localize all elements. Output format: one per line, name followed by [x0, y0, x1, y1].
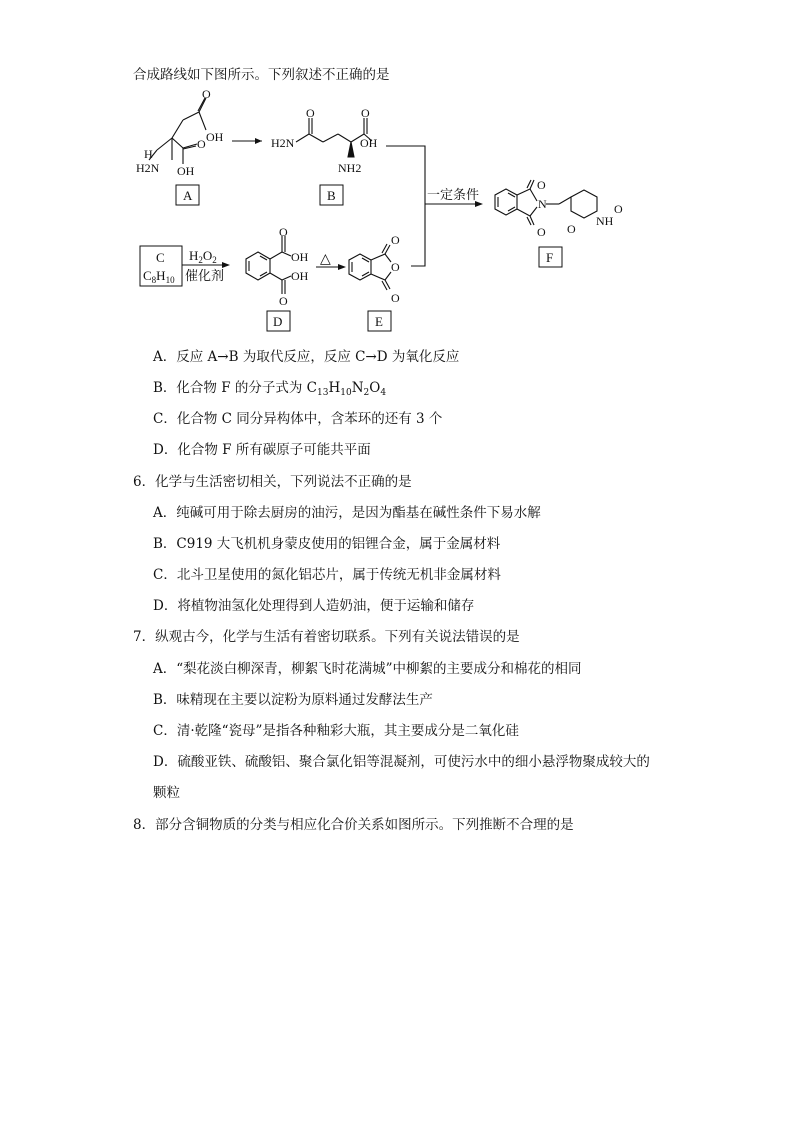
connector-e [411, 204, 425, 266]
q5-option-c: C．化合物 C 同分异构体中，含苯环的还有 3 个 [153, 411, 443, 427]
synthesis-scheme [0, 0, 794, 340]
q6-stem: 6．化学与生活密切相关，下列说法不正确的是 [133, 474, 412, 490]
q7-option-c: C．清·乾隆“瓷母”是指各种釉彩大瓶，其主要成分是二氧化硅 [153, 723, 519, 739]
compound-label-e: E [375, 314, 383, 329]
atom-label: NH [596, 214, 614, 228]
atom-label: OH [360, 136, 378, 150]
compound-label-c: C [156, 250, 165, 265]
condition-label: 一定条件 [427, 187, 480, 202]
intro-text: 合成路线如下图所示。下列叙述不正确的是 [133, 67, 390, 83]
atom-label: O [391, 233, 400, 247]
compound-label-d: D [273, 314, 283, 329]
q7-stem: 7．纵观古今，化学与生活有着密切联系。下列有关说法错误的是 [133, 629, 520, 645]
atom-label: O [567, 222, 576, 236]
atom-label: OH [206, 130, 224, 144]
atom-label: OH [291, 269, 309, 283]
q7-option-b: B．味精现在主要以淀粉为原料通过发酵法生产 [153, 692, 433, 708]
atom-label: N [538, 197, 547, 211]
atom-label: O [202, 87, 211, 101]
atom-label: H [144, 147, 153, 161]
q7-option-d-continued: 颗粒 [153, 785, 180, 801]
compound-label-b: B [327, 188, 336, 203]
q6-option-b: B．C919 大飞机机身蒙皮使用的铝锂合金，属于金属材料 [153, 536, 501, 552]
atom-label: O [279, 294, 288, 308]
reagent-h2o2: $H_2O_2$ [189, 248, 217, 265]
compound-c-formula: $C_8H_{10}$ [143, 268, 175, 285]
connector-b [386, 146, 425, 204]
atom-label: H2N [136, 161, 160, 175]
q6-option-c: C．北斗卫星使用的氮化铝芯片，属于传统无机非金属材料 [153, 567, 501, 583]
atom-label: OH [177, 164, 195, 178]
q7-option-d: D．硫酸亚铁、硫酸铝、聚合氯化铝等混凝剂，可使污水中的细小悬浮物聚成较大的 [153, 754, 650, 770]
atom-label: O [614, 202, 623, 216]
compound-e-structure [349, 244, 391, 290]
q5-option-a: A．反应 A→B 为取代反应，反应 C→D 为氧化反应 [153, 349, 460, 365]
compound-label-f: F [546, 250, 554, 265]
q7-option-a: A．“梨花淡白柳深青，柳絮飞时花满城”中柳絮的主要成分和棉花的相同 [153, 661, 582, 677]
atom-label: NH2 [338, 161, 362, 175]
atom-label: O [537, 225, 546, 239]
q6-option-a: A．纯碱可用于除去厨房的油污，是因为酯基在碱性条件下易水解 [153, 505, 541, 521]
atom-label: O [391, 260, 400, 274]
atom-label: OH [291, 250, 309, 264]
q5-option-b: B．化合物 F 的分子式为 $C_{13}H_{10}N_2O_4$ [153, 380, 387, 398]
atom-label: O [279, 225, 288, 239]
q6-option-d: D．将植物油氢化处理得到人造奶油，便于运输和储存 [153, 598, 475, 614]
q8-stem: 8．部分含铜物质的分类与相应化合价关系如图所示。下列推断不合理的是 [133, 817, 574, 833]
heat-symbol: △ [320, 252, 331, 267]
compound-a-structure [149, 98, 206, 164]
atom-label: O [537, 178, 546, 192]
compound-d-structure [246, 236, 291, 294]
atom-label: H2N [271, 136, 295, 150]
compound-label-a: A [183, 188, 193, 203]
q5-option-d: D．化合物 F 所有碳原子可能共平面 [153, 442, 371, 458]
reagent-catalyst: 催化剂 [185, 268, 225, 283]
atom-label: O [391, 291, 400, 305]
atom-label: O [197, 137, 206, 151]
atom-label: O [361, 106, 370, 120]
atom-label: O [306, 106, 315, 120]
